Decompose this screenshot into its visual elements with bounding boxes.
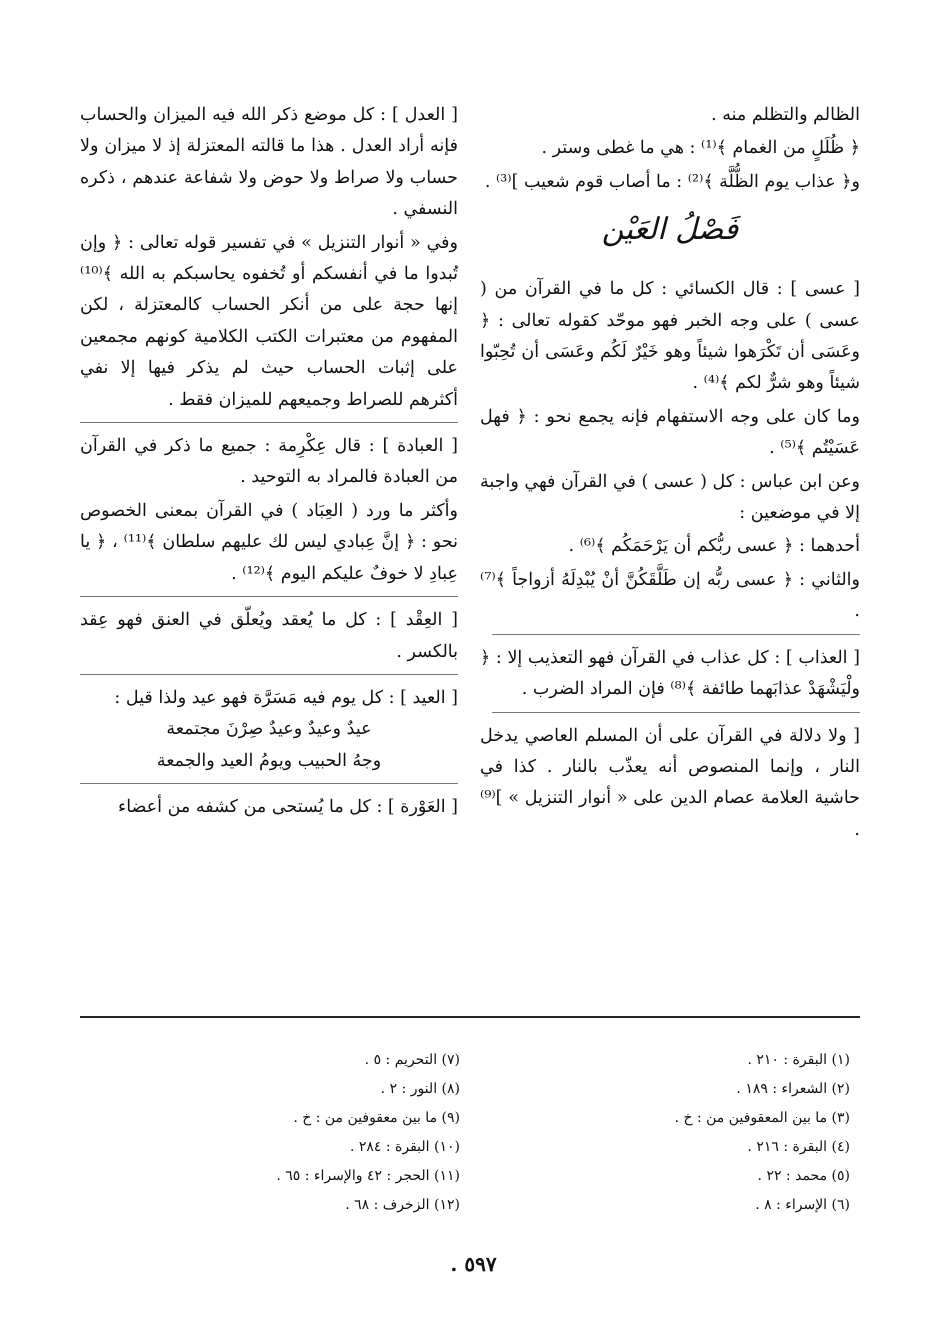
chapter-title: فَصْلُ العَيْن <box>601 212 739 248</box>
paragraph: وفي « أنوار التنزيل » في تفسير قوله تعالى : ﴿ وإن تُبدوا ما في أنفسكم أو تُخفوه يحاسبكم به الله ﴾⁽¹⁰⁾ إنها حجة على من أنكر الحساب كالمعتزلة ، لكن المفهوم من معتبرات الكتب الكلامية كونهم مجمعين على إثبات الحساب حيث لم يذكر فيها إلا نفي أكثرهم للصراط وجميعهم للميزان فقط . <box>80 232 458 410</box>
paragraph: [ العذاب ] : كل عذاب في القرآن فهو التعذيب إلا : ﴿ ولْيَشْهَدْ عذابَهما طائفة ﴾⁽⁸⁾ فإن المراد الضرب . <box>480 647 860 700</box>
paragraph: وما كان على وجه الاستفهام فإنه يجمع نحو : ﴿ فهل عَسَيْتُم ﴾⁽⁵⁾ . <box>480 406 860 459</box>
paragraph: الظالم والتظلم منه . <box>711 105 860 125</box>
paragraph: [ العِقْد ] : كل ما يُعقد ويُعلّق في العنق فهو عِقد بالكسر . <box>80 610 458 662</box>
footnotes-right <box>540 1046 850 1220</box>
section-divider <box>80 783 458 784</box>
footnote: (٦) الإسراء : ٨ . <box>755 1197 850 1213</box>
page-number: ٥٩٧ . <box>450 1252 497 1276</box>
paragraph: [ العَوْرة ] : كل ما يُستحى من كشفه من أعضاء <box>117 797 458 818</box>
paragraph: [ العيد ] : كل يوم فيه مَسَرَّة فهو عيد ولذا قيل : <box>114 687 458 708</box>
section-divider <box>80 674 458 675</box>
poem-line: وجهُ الحبيب ويومُ العيد والجمعة <box>156 750 382 771</box>
footnote: (٢) الشعراء : ١٨٩ . <box>736 1081 850 1097</box>
footnote: (١٢) الزخرف : ٦٨ . <box>345 1197 460 1213</box>
section-divider <box>80 596 458 597</box>
paragraph: [ العبادة ] : قال عِكْرِمة : جميع ما ذكر في القرآن من العبادة فالمراد به التوحيد . <box>80 436 458 488</box>
right-column <box>480 100 860 846</box>
footnotes-left <box>160 1046 460 1220</box>
paragraph: [ عسى ] : قال الكسائي : كل ما في القرآن من ( عسى ) على وجه الخبر فهو موحّد كقوله تعالى : ﴿ وعَسَى أن تَكْرَهوا شيئاً وهو خَيْرٌ لَكُم وعَسَى أن تُحِبّوا شيئاً وهو شرٌّ لكم ﴾⁽⁴⁾ . <box>480 279 860 394</box>
footnote: (٣) ما بين المعقوفين من : خ . <box>674 1110 850 1126</box>
right-block-4 <box>480 721 860 847</box>
footnote: (١) البقرة : ٢١٠ . <box>747 1052 850 1068</box>
section-divider <box>492 712 860 713</box>
footnote: (٧) التحريم : ٥ . <box>364 1052 460 1068</box>
left-block-5 <box>80 792 458 823</box>
paragraph: [ ولا دلالة في القرآن على أن المسلم العاصي يدخل النار ، وإنما المنصوص أنه يعذّب بالنار . كذا في حاشية العلامة عصام الدين على « أنوار التنزيل » ]⁽⁹⁾ . <box>480 725 860 840</box>
paragraph: [ العدل ] : كل موضع ذكر الله فيه الميزان والحساب فإنه أراد العدل . هذا ما قالته المعتزلة إذ لا ميزان ولا حساب ولا صراط ولا حوض ولا شفاعة عندهم ، ذكره النسفي . <box>80 105 458 220</box>
paragraph: وعن ابن عباس : كل ( عسى ) في القرآن فهي واجبة إلا في موضعين : <box>480 471 860 524</box>
footnote: (٤) البقرة : ٢١٦ . <box>747 1139 850 1155</box>
paragraph: أحدهما : ﴿ عسى ربُّكم أن يَرْحَمَكُم ﴾⁽⁶⁾ . <box>568 536 860 557</box>
footnote: (٨) النور : ٢ . <box>380 1081 460 1097</box>
paragraph: و﴿ عذاب يوم الظُّلَّة ﴾⁽²⁾ : ما أصاب قوم شعيب ]⁽³⁾ . <box>484 171 860 192</box>
left-block-4 <box>80 683 458 777</box>
right-block-1 <box>480 100 860 198</box>
footnote: (٥) محمد : ٢٢ . <box>757 1168 850 1184</box>
right-block-3 <box>480 643 860 706</box>
section-divider <box>492 634 860 635</box>
footnote: (١١) الحجر : ٤٢ والإسراء : ٦٥ . <box>276 1168 460 1184</box>
footnote: (١٠) البقرة : ٢٨٤ . <box>349 1139 460 1155</box>
section-divider <box>80 422 458 423</box>
footnote: (٩) ما بين معقوفين من : خ . <box>293 1110 460 1126</box>
right-block-2 <box>480 274 860 627</box>
left-block-1 <box>80 100 458 416</box>
left-block-3 <box>80 605 458 668</box>
paragraph: وأكثر ما ورد ( العِبَاد ) في القرآن بمعنى الخصوص نحو : ﴿ إنَّ عِبادي ليس لك عليهم سلطان ﴾⁽¹¹⁾ ، ﴿ يا عِبادِ لا خوفٌ عليكم اليوم ﴾⁽¹²⁾ . <box>80 500 459 584</box>
left-block-2 <box>80 431 458 590</box>
left-column <box>80 100 458 824</box>
paragraph: والثاني : ﴿ عسى ربُّه إن طَلَّقَكُنَّ أنْ يُبْدِلَهُ أزواجاً ﴾⁽⁷⁾ . <box>480 569 860 622</box>
paragraph: ﴿ ظُلَلٍ من الغمام ﴾⁽¹⁾ : هي ما غطى وستر . <box>541 138 860 159</box>
footnote-separator <box>80 1016 860 1018</box>
poem-line: عيدٌ وعيدٌ وعيدٌ صِرْنَ مجتمعة <box>166 719 372 740</box>
